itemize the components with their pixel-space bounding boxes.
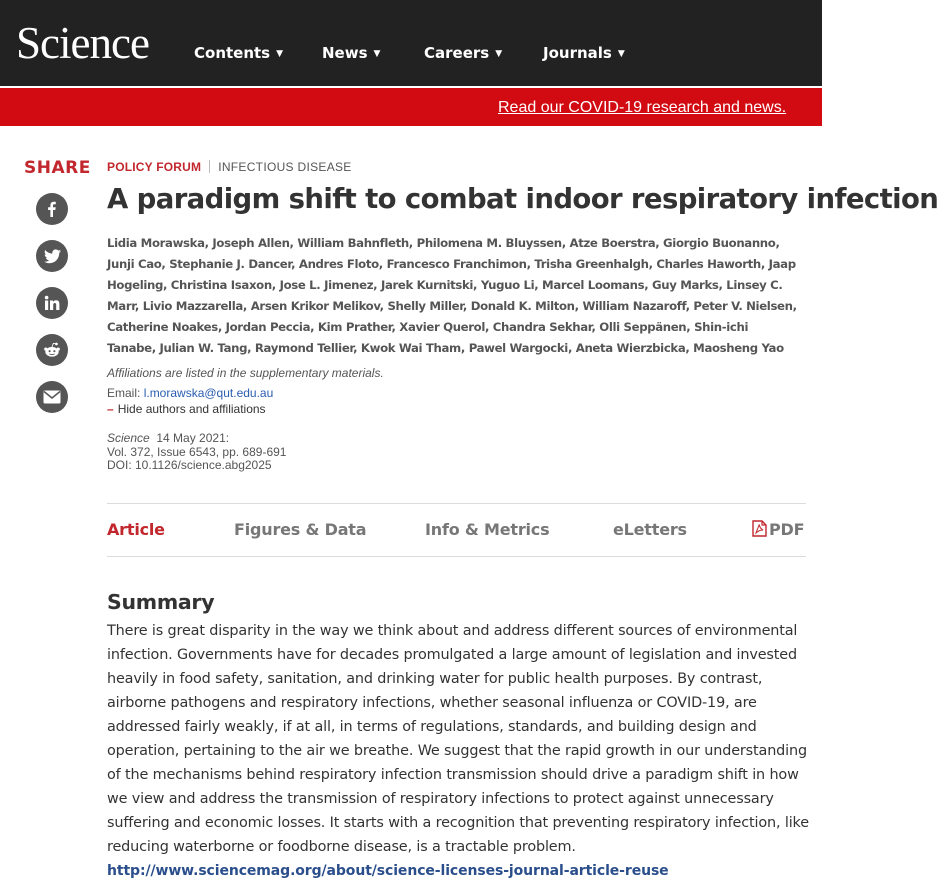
- doi: DOI: 10.1126/science.abg2025: [107, 458, 272, 472]
- nav-news[interactable]: [322, 42, 380, 65]
- publication-date: 14 May 2021:: [156, 431, 230, 445]
- section-label[interactable]: POLICY FORUM: [107, 160, 202, 174]
- citation-block: [107, 432, 286, 473]
- linkedin-icon: [44, 295, 60, 311]
- facebook-icon: [44, 201, 60, 217]
- share-twitter-button[interactable]: [36, 240, 68, 272]
- science-logo[interactable]: Science: [16, 18, 149, 68]
- hide-authors-toggle[interactable]: [107, 402, 266, 417]
- chevron-down-icon: ▼: [495, 49, 503, 59]
- minus-icon: –: [107, 402, 114, 416]
- twitter-icon: [44, 249, 61, 264]
- tabs-divider-bottom: [107, 556, 806, 557]
- kicker-divider: [209, 160, 210, 173]
- reddit-icon: [43, 342, 61, 358]
- summary-heading: Summary: [107, 590, 215, 614]
- tab-pdf[interactable]: [752, 519, 804, 541]
- tab-eletters[interactable]: eLetters: [613, 520, 687, 539]
- chevron-down-icon: ▼: [373, 49, 381, 59]
- nav-journals-label: Journals: [543, 44, 612, 62]
- nav-careers-label: Careers: [424, 44, 490, 62]
- nav-contents-label: Contents: [194, 44, 271, 62]
- chevron-down-icon: ▼: [617, 49, 625, 59]
- summary-text: There is great disparity in the way we think about and address different sources of environmental infection. Governments have for decades promulgated a large amount of legislation and invested heavily in food safety, sanitation, and drinking water for public health purposes. By contrast, airborne pathogens and respiratory infections, whether seasonal influenza or COVID-19, are addressed fairly weakly, if at all, in terms of regulations, standards, and building design and operation, pertaining to the air we breathe. We suggest that the rapid growth in our understanding of the mechanisms behind respiratory infection transmission should drive a paradigm shift in how we view and address the transmission of respiratory infections to protect against unnecessary suffering and economic losses. It starts with a recognition that preventing respiratory infection, like reducing waterborne or foodborne disease, is a tractable problem.: [107, 623, 809, 855]
- site-header: [0, 0, 822, 86]
- tab-info-metrics[interactable]: Info & Metrics: [425, 520, 550, 539]
- author-list[interactable]: Lidia Morawska, Joseph Allen, William Bahnfleth, Philomena M. Bluyssen, Atze Boerstra, Giorgio Buonanno, Junji Cao, Stephanie J. Dancer, Andres Floto, Francesco Franchimon, Trisha Greenhalgh, Charles Haworth, Jaap Hogeling, Christina Isaxon, Jose L. Jimenez, Jarek Kurnitski, Yuguo Li, Marcel Loomans, Guy Marks, Linsey C. Marr, Livio Mazzarella, Arsen Krikor Melikov, Shelly Miller, Donald K. Milton, William Nazaroff, Peter V. Nielsen, Catherine Noakes, Jordan Peccia, Kim Prather, Xavier Querol, Chandra Sekhar, Olli Seppänen, Shin-ichi Tanabe, Julian W. Tang, Raymond Tellier, Kwok Wai Tham, Pawel Wargocki, Aneta Wierzbicka, Maosheng Yao: [107, 236, 797, 355]
- topic-label[interactable]: INFECTIOUS DISEASE: [218, 160, 352, 174]
- nav-news-label: News: [322, 44, 368, 62]
- nav-journals[interactable]: [543, 42, 625, 65]
- corresponding-email: [107, 386, 273, 401]
- email-icon: [43, 390, 61, 404]
- email-label: Email:: [107, 386, 144, 400]
- nav-careers[interactable]: [424, 42, 502, 65]
- journal-name: Science: [107, 431, 150, 445]
- article-kicker: [107, 160, 352, 174]
- email-link[interactable]: l.morawska@qut.edu.au: [143, 386, 274, 400]
- share-reddit-button[interactable]: [36, 334, 68, 366]
- article-title: A paradigm shift to combat indoor respiratory infection: [107, 183, 938, 215]
- tab-pdf-label: PDF: [769, 520, 805, 539]
- share-email-button[interactable]: [36, 381, 68, 413]
- reuse-license-link[interactable]: http://www.sciencemag.org/about/science-licenses-journal-article-reuse: [107, 863, 669, 879]
- volume-info: Vol. 372, Issue 6543, pp. 689-691: [107, 444, 287, 459]
- affiliations-note: Affiliations are listed in the supplementary materials.: [107, 366, 384, 380]
- covid-research-link[interactable]: Read our COVID-19 research and news.: [498, 99, 787, 116]
- pdf-icon: [752, 520, 767, 537]
- tabs-divider-top: [107, 503, 806, 504]
- tab-article[interactable]: Article: [107, 520, 165, 539]
- hide-authors-label: Hide authors and affiliations: [117, 402, 266, 416]
- chevron-down-icon: ▼: [276, 49, 284, 59]
- share-linkedin-button[interactable]: [36, 287, 68, 319]
- tab-figures-data[interactable]: Figures & Data: [234, 520, 367, 539]
- share-label: SHARE: [24, 158, 91, 178]
- share-facebook-button[interactable]: [36, 193, 68, 225]
- nav-contents[interactable]: [194, 42, 283, 65]
